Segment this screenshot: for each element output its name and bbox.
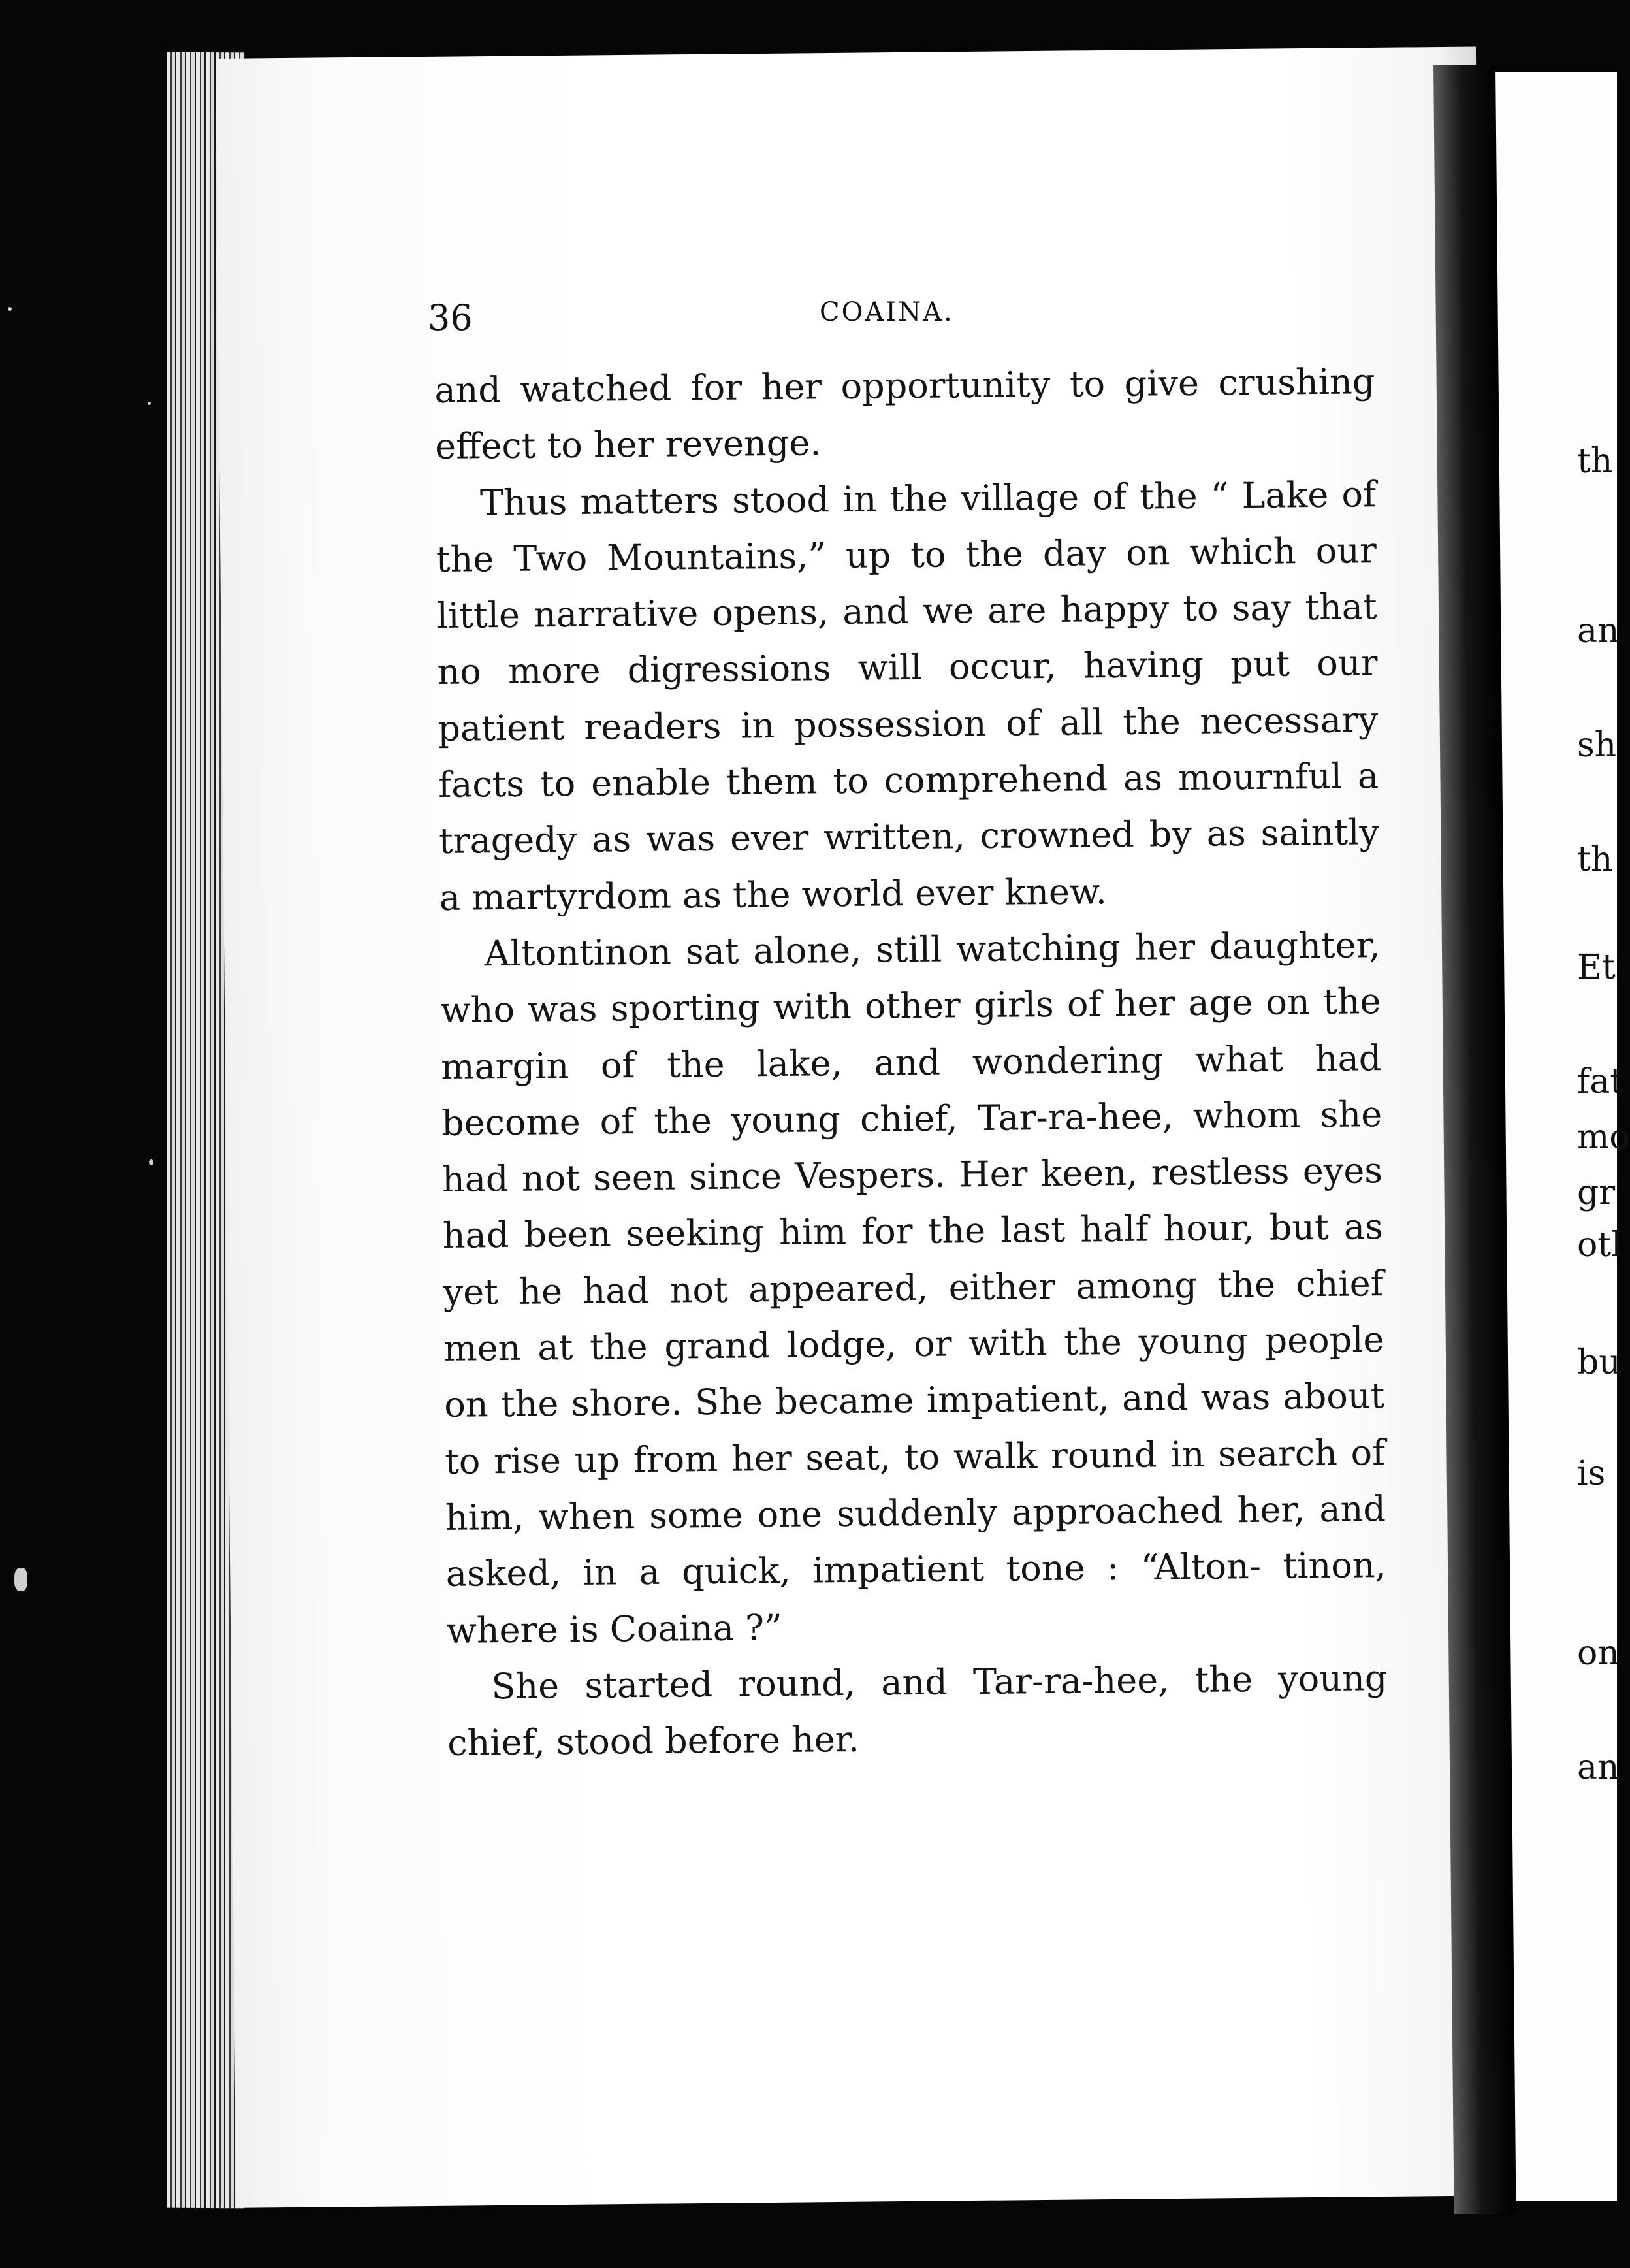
next-page-fragment: fat [1577,1062,1624,1101]
page-number: 36 [428,297,473,338]
next-page-fragment: bu [1577,1343,1621,1382]
scan-speck [14,1568,27,1591]
next-page-fragment: an [1577,1748,1620,1787]
next-page-fragment: otl [1577,1225,1622,1265]
next-page-fragment: th [1577,840,1613,879]
body-text [434,353,1388,1772]
next-page-fragment: gr [1577,1173,1616,1212]
next-page-fragment: on [1577,1634,1620,1673]
scan-speck [148,402,151,405]
next-page-fragment: Et [1577,948,1616,987]
next-page-fragment: mo [1577,1118,1630,1157]
next-page-fragment: sh [1577,726,1617,765]
scan-speck [8,307,12,311]
paragraph: Thus matters stood in the village of the “ Lake of the Two Mountains,” up to the day on which our little narrative opens, and we are happy to say that no more digressions will occur, having put our patient readers in possession of all the necessary facts to enable them to comprehend as mournful a tragedy as was ever written, crowned by as saintly a martyrdom as the world ever knew. [436,473,1380,918]
running-title: COAINA. [820,297,954,327]
paragraph: Altontinon sat alone, still watching her daughter, who was sporting with other girls of her age on the margin of the lake, and wondering what had become of the young chief, Tar-ra-hee, whom she had not seen since Vespers. Her keen, restless eyes had been seeking him for the last half hour, but as yet he had not appeared, either among the chief men at the grand lodge, or with the young people on the shore. She became impatient, and was about to rise up from her seat, to walk round in search of him, when some one suddenly approached her, and asked, in a quick, impatient tone : “Alton- tinon, where is Coaina ?” [440,924,1387,1651]
scan-speck [149,1159,153,1165]
paragraph: and watched for her opportunity to give crushing effect to her revenge. [434,361,1375,468]
next-page-fragment: is [1577,1454,1606,1493]
next-page-fragment: an [1577,611,1620,651]
paragraph: She started round, and Tar-ra-hee, the young chief, stood before her. [447,1657,1388,1764]
next-page-fragment: th [1577,442,1613,481]
